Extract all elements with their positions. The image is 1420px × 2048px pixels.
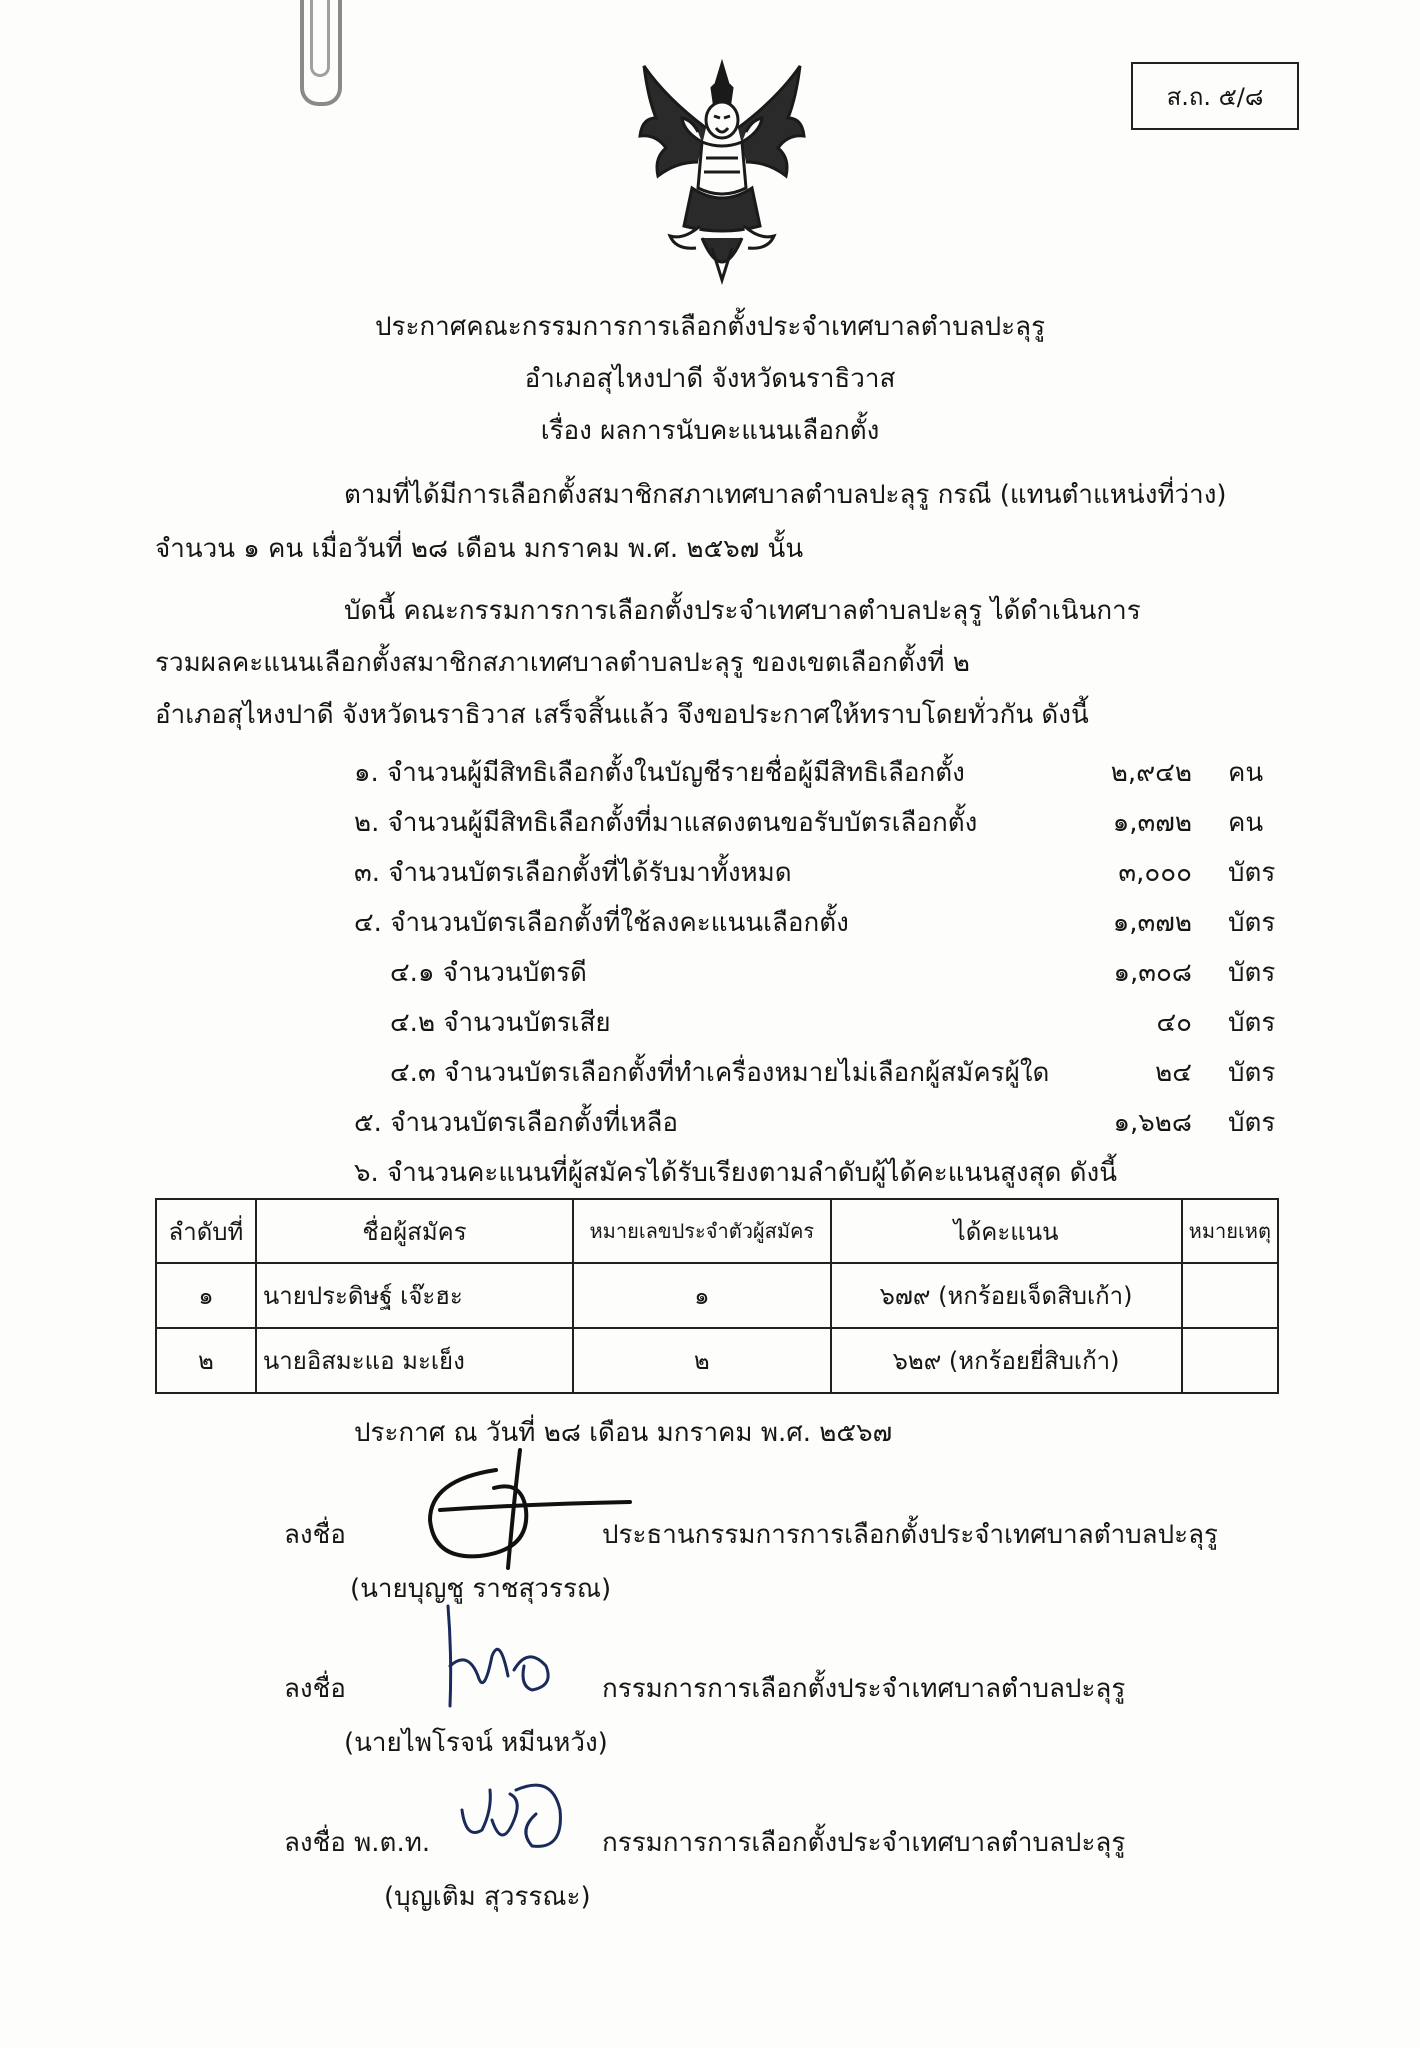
sign-position: กรรมการการเลือกตั้งประจำเทศบาลตำบลปะลุรู [602,1674,1126,1704]
table-row [156,1263,1278,1328]
cell-number: ๒ [573,1328,830,1393]
form-code: ส.ถ. ๕/๘ [1166,82,1264,111]
item-unit: บัตร [1228,958,1276,988]
cell-name: นายประดิษฐ์ เจ๊ะฮะ [256,1263,573,1328]
sign-position: ประธานกรรมการการเลือกตั้งประจำเทศบาลตำบลปะลุรู [602,1520,1218,1550]
item-unit: คน [1228,808,1264,838]
item-label: ๑. จำนวนผู้มีสิทธิเลือกตั้งในบัญชีรายชื่อผู้มีสิทธิเลือกตั้ง [354,758,965,788]
paragraph2-line1: บัดนี้ คณะกรรมการการเลือกตั้งประจำเทศบาลตำบลปะลุรู ได้ดำเนินการ [344,596,1141,626]
announcement-subject: เรื่อง ผลการนับคะแนนเลือกตั้ง [540,416,880,446]
cell-note [1182,1263,1278,1328]
sign-position: กรรมการการเลือกตั้งประจำเทศบาลตำบลปะลุรู [602,1828,1126,1858]
committee-signature [428,1596,578,1716]
item-value: ๒,๙๔๒ [1110,758,1192,788]
announce-date: ประกาศ ณ วันที่ ๒๘ เดือน มกราคม พ.ศ. ๒๕๖๗ [354,1418,893,1448]
table-header-row [156,1199,1278,1263]
cell-votes: ๖๗๙ (หกร้อยเจ็ดสิบเก้า) [831,1263,1182,1328]
cell-note [1182,1328,1278,1393]
paragraph1-line1: ตามที่ได้มีการเลือกตั้งสมาชิกสภาเทศบาลตำบลปะลุรู กรณี (แทนตำแหน่งที่ว่าง) [344,480,1227,510]
signatory-name: (บุญเติม สุวรรณะ) [384,1882,591,1912]
paperclip [300,0,342,106]
item-value: ๔๐ [1156,1008,1192,1038]
announcement-district: อำเภอสุไหงปาดี จังหวัดนราธิวาส [524,364,896,394]
item-unit: บัตร [1228,858,1276,888]
item-label: ๔.๓ จำนวนบัตรเลือกตั้งที่ทำเครื่องหมายไม่เลือกผู้สมัครผู้ใด [390,1058,1050,1088]
results-table [155,1198,1279,1394]
cell-votes: ๖๒๙ (หกร้อยยี่สิบเก้า) [831,1328,1182,1393]
item-value: ๑,๖๒๘ [1113,1108,1192,1138]
header-number: หมายเลขประจำตัวผู้สมัคร [573,1199,830,1263]
table-row [156,1328,1278,1393]
item-unit: บัตร [1228,908,1276,938]
header-note: หมายเหตุ [1182,1199,1278,1263]
cell-rank: ๒ [156,1328,256,1393]
item-label: ๔.๒ จำนวนบัตรเสีย [390,1008,611,1038]
announcement-title: ประกาศคณะกรรมการการเลือกตั้งประจำเทศบาลตำบลปะลุรู [374,312,1046,342]
item-label: ๒. จำนวนผู้มีสิทธิเลือกตั้งที่มาแสดงตนขอรับบัตรเลือกตั้ง [354,808,978,838]
item-value: ๑,๓๗๒ [1112,808,1192,838]
item-unit: บัตร [1228,1058,1276,1088]
paragraph2-line2: รวมผลคะแนนเลือกตั้งสมาชิกสภาเทศบาลตำบลปะลุรู ของเขตเลือกตั้งที่ ๒ [155,648,970,678]
item-unit: บัตร [1228,1008,1276,1038]
header-rank: ลำดับที่ [156,1199,256,1263]
item-label: ๔.๑ จำนวนบัตรดี [390,958,587,988]
paragraph1-line2: จำนวน ๑ คน เมื่อวันที่ ๒๘ เดือน มกราคม พ.ศ. ๒๕๖๗ นั้น [155,534,804,564]
item-value: ๑,๓๐๘ [1113,958,1192,988]
signatory-name: (นายไพโรจน์ หมีนหวัง) [344,1728,608,1758]
item-label: ๔. จำนวนบัตรเลือกตั้งที่ใช้ลงคะแนนเลือกตั้ง [354,908,849,938]
header-name: ชื่อผู้สมัคร [256,1199,573,1263]
item-label: ๓. จำนวนบัตรเลือกตั้งที่ได้รับมาทั้งหมด [354,858,792,888]
item6-label: ๖. จำนวนคะแนนที่ผู้สมัครได้รับเรียงตามลำดับผู้ได้คะแนนสูงสุด ดังนี้ [354,1158,1117,1188]
committee-signature [452,1770,572,1870]
paragraph2-line3: อำเภอสุไหงปาดี จังหวัดนราธิวาส เสร็จสิ้นแล้ว จึงขอประกาศให้ทราบโดยทั่วกัน ดังนี้ [155,700,1089,730]
chairman-signature [410,1440,640,1580]
form-code-box [1131,62,1299,130]
item-label: ๕. จำนวนบัตรเลือกตั้งที่เหลือ [354,1108,679,1138]
cell-rank: ๑ [156,1263,256,1328]
item-unit: คน [1228,758,1264,788]
sign-label: ลงชื่อ [284,1674,346,1704]
item-value: ๓,๐๐๐ [1118,858,1192,888]
cell-number: ๑ [573,1263,830,1328]
cell-name: นายอิสมะแอ มะเย็ง [256,1328,573,1393]
sign-label: ลงชื่อ พ.ต.ท. [284,1828,431,1858]
header-votes: ได้คะแนน [831,1199,1182,1263]
garuda-emblem [636,58,808,286]
item-value: ๑,๓๗๒ [1112,908,1192,938]
sign-label: ลงชื่อ [284,1520,346,1550]
item-value: ๒๔ [1155,1058,1192,1088]
item-unit: บัตร [1228,1108,1276,1138]
signatory-name: (นายบุญชู ราชสุวรรณ) [350,1574,612,1604]
